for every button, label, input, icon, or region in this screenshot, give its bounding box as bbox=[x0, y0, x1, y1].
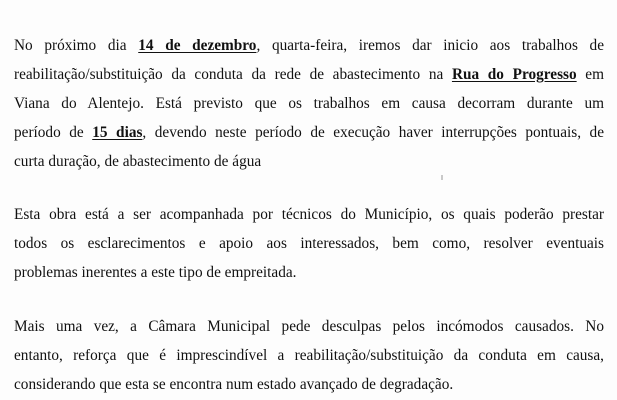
text-segment: problemas inerentes a este tipo de empreitada. bbox=[14, 264, 297, 281]
paragraph-apology bbox=[14, 312, 604, 399]
paragraph-works-announcement bbox=[14, 31, 604, 176]
text-segment: entanto, reforça que é imprescindível a reabilitação/substituição da conduta em causa, bbox=[14, 347, 604, 364]
text-segment: considerando que esta se encontra num estado avançado de degradação. bbox=[14, 376, 454, 393]
emphasized-text: Rua do Progresso bbox=[451, 66, 577, 83]
text-line bbox=[14, 60, 604, 89]
scan-mark bbox=[441, 175, 443, 180]
text-segment: todos os esclarecimentos e apoio aos interessados, bem como, resolver eventuais bbox=[14, 235, 604, 252]
text-segment: Mais uma vez, a Câmara Municipal pede desculpas pelos incómodos causados. No bbox=[14, 318, 604, 335]
text-line bbox=[14, 200, 604, 229]
paragraph-technical-support bbox=[14, 200, 604, 287]
text-line bbox=[14, 229, 604, 258]
emphasized-text: 15 dias bbox=[92, 124, 143, 141]
text-line bbox=[14, 89, 604, 118]
text-segment: Viana do Alentejo. Está previsto que os trabalhos em causa decorram durante um bbox=[14, 95, 604, 112]
text-segment: , devendo neste período de execução haver interrupções pontuais, de bbox=[142, 124, 604, 141]
text-line bbox=[14, 312, 604, 341]
text-line bbox=[14, 147, 604, 176]
text-segment: curta duração, de abastecimento de água bbox=[14, 153, 262, 170]
emphasized-text: 14 de dezembro bbox=[138, 37, 257, 54]
text-segment: em bbox=[576, 66, 604, 83]
text-segment: No próximo dia bbox=[14, 37, 139, 54]
text-line bbox=[14, 31, 604, 60]
text-line bbox=[14, 258, 604, 287]
text-segment: , quarta-feira, iremos dar inicio aos trabalhos de bbox=[256, 37, 605, 54]
text-line bbox=[14, 341, 604, 370]
text-line bbox=[14, 370, 604, 399]
text-line bbox=[14, 118, 604, 147]
text-segment: período de bbox=[14, 124, 93, 141]
text-segment: reabilitação/substituição da conduta da rede de abastecimento na bbox=[14, 66, 452, 83]
text-segment: Esta obra está a ser acompanhada por técnicos do Município, os quais poderão prestar bbox=[14, 206, 604, 223]
